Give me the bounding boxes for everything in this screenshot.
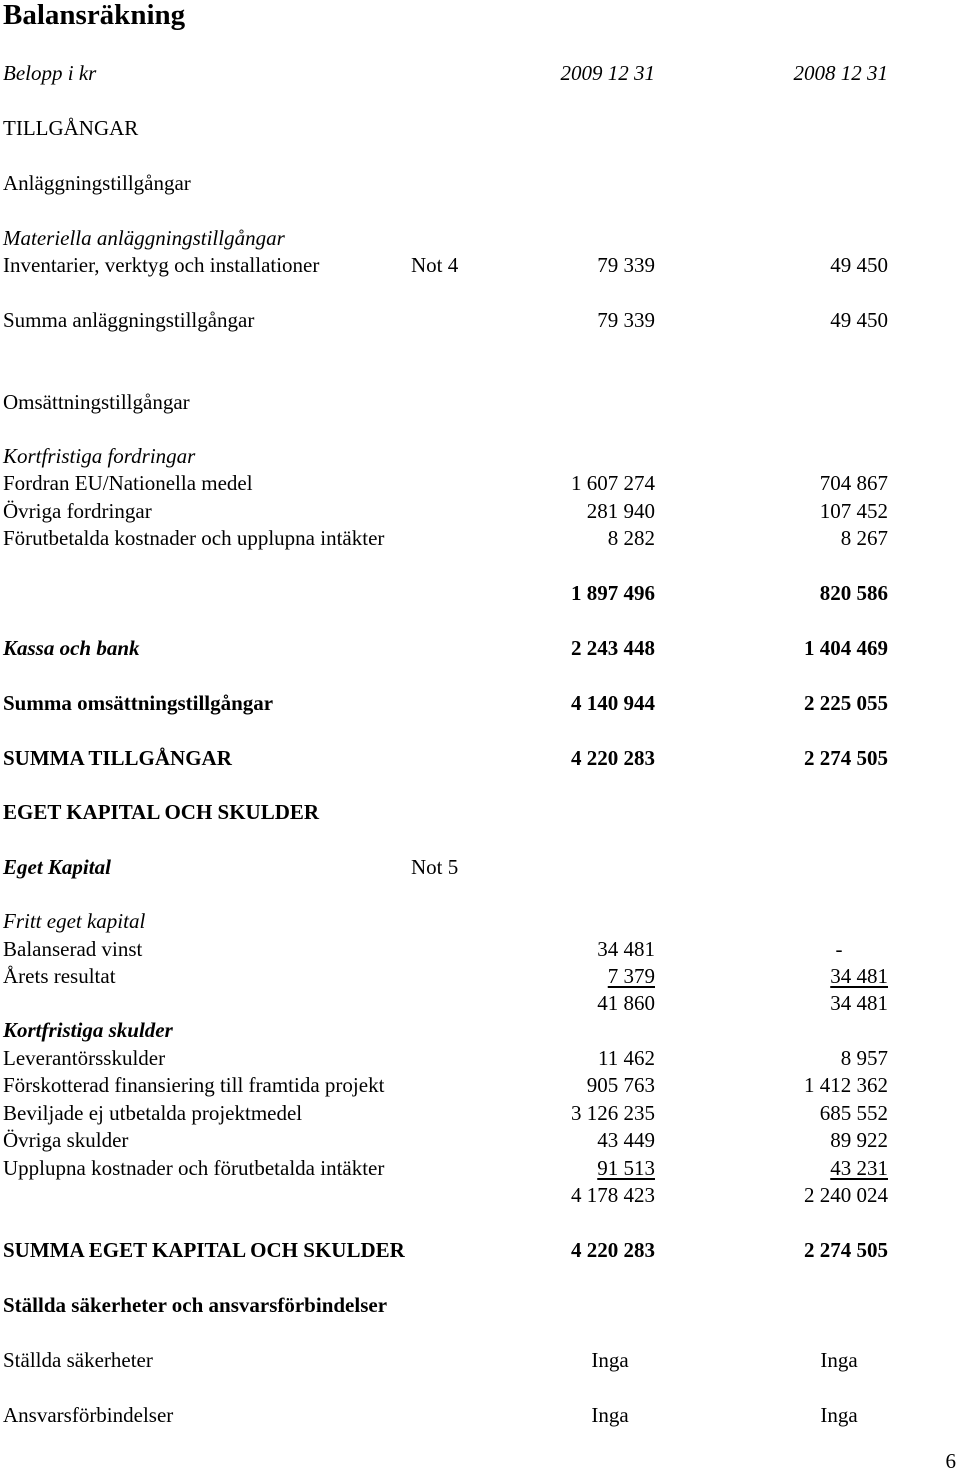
value-2008: 820 586 bbox=[819, 581, 888, 605]
section-heading-stallda: Ställda säkerheter och ansvarsförbindelser bbox=[3, 1293, 388, 1317]
value-2009: 4 178 423 bbox=[571, 1183, 655, 1207]
line-item-row bbox=[0, 1044, 960, 1072]
line-item-label: Balanserad vinst bbox=[3, 937, 143, 961]
value-2009: 4 220 283 bbox=[571, 746, 655, 770]
total-equity-liabilities-row bbox=[0, 1236, 960, 1264]
value-2009: 2 243 448 bbox=[571, 636, 655, 660]
value-2009: 91 513 bbox=[597, 1156, 655, 1180]
line-item-label: Årets resultat bbox=[3, 964, 116, 988]
line-item-row bbox=[0, 497, 960, 525]
group-heading: Eget Kapital bbox=[3, 855, 111, 879]
line-item-label: Övriga skulder bbox=[3, 1128, 129, 1152]
value-2008: 704 867 bbox=[819, 471, 888, 495]
value-2009: 1 897 496 bbox=[571, 581, 655, 605]
value-2009: 281 940 bbox=[586, 499, 655, 523]
sum-row bbox=[0, 689, 960, 717]
value-2008: 1 412 362 bbox=[804, 1073, 888, 1097]
subtotal-row bbox=[0, 1181, 960, 1209]
total-assets-row bbox=[0, 744, 960, 772]
value-2009: 1 607 274 bbox=[571, 471, 655, 495]
value-2008: 49 450 bbox=[830, 308, 888, 332]
subtotal-row bbox=[0, 579, 960, 607]
note-reference: Not 5 bbox=[411, 855, 459, 879]
line-item-row bbox=[0, 251, 960, 279]
value-2008: 43 231 bbox=[830, 1156, 888, 1180]
line-item-label: Ställda säkerheter bbox=[3, 1348, 153, 1372]
value-2008: 2 240 024 bbox=[804, 1183, 888, 1207]
line-item-row bbox=[0, 524, 960, 552]
amount-unit-label: Belopp i kr bbox=[3, 61, 97, 85]
line-item-label: Övriga fordringar bbox=[3, 499, 152, 523]
sum-label: SUMMA EGET KAPITAL OCH SKULDER bbox=[3, 1238, 405, 1262]
eget-kapital-row bbox=[0, 853, 960, 881]
value-2008: 1 404 469 bbox=[804, 636, 888, 660]
line-item-row bbox=[0, 1099, 960, 1127]
line-item-row bbox=[0, 469, 960, 497]
value-2008: 2 274 505 bbox=[804, 1238, 888, 1262]
value-2009: 8 282 bbox=[607, 526, 655, 550]
value-2008: 89 922 bbox=[830, 1128, 888, 1152]
group-heading-kortfristiga-skulder: Kortfristiga skulder bbox=[3, 1018, 173, 1042]
value-2009: Inga bbox=[591, 1348, 629, 1372]
column-header-row bbox=[0, 59, 960, 87]
line-item-row bbox=[0, 935, 960, 963]
column-header-2009: 2009 12 31 bbox=[560, 61, 655, 85]
column-header-2008: 2008 12 31 bbox=[793, 61, 888, 85]
sum-row bbox=[0, 306, 960, 334]
section-heading-eget-kapital-skulder: EGET KAPITAL OCH SKULDER bbox=[3, 800, 320, 824]
value-2009: 79 339 bbox=[597, 308, 655, 332]
group-heading-kortfristiga-fordringar: Kortfristiga fordringar bbox=[3, 444, 196, 468]
line-item-row bbox=[0, 962, 960, 990]
sum-label: Summa omsättningstillgångar bbox=[3, 691, 274, 715]
value-2008: 685 552 bbox=[819, 1101, 888, 1125]
line-item-label: Leverantörsskulder bbox=[3, 1046, 166, 1070]
value-2009: 4 220 283 bbox=[571, 1238, 655, 1262]
value-2008: 2 225 055 bbox=[804, 691, 888, 715]
line-item-row bbox=[0, 1154, 960, 1182]
value-2008: 8 267 bbox=[840, 526, 888, 550]
subtotal-row bbox=[0, 989, 960, 1017]
value-2009: 43 449 bbox=[597, 1128, 655, 1152]
note-reference: Not 4 bbox=[411, 253, 459, 277]
line-item-label: Inventarier, verktyg och installationer bbox=[3, 253, 320, 277]
value-2008: 8 957 bbox=[840, 1046, 888, 1070]
page-title: Balansräkning bbox=[3, 0, 186, 31]
group-heading-materiella: Materiella anläggningstillgångar bbox=[3, 226, 285, 250]
line-item-label: Förskotterad finansiering till framtida projekt bbox=[3, 1073, 385, 1097]
value-2009: 34 481 bbox=[597, 937, 655, 961]
page-number: 6 bbox=[945, 1449, 956, 1473]
value-2008: 49 450 bbox=[830, 253, 888, 277]
value-2009: 3 126 235 bbox=[571, 1101, 655, 1125]
subsection-heading-anlaggning: Anläggningstillgångar bbox=[3, 171, 191, 195]
line-item-row bbox=[0, 1346, 960, 1374]
value-2009: 41 860 bbox=[597, 991, 655, 1015]
value-2009: Inga bbox=[591, 1403, 629, 1427]
line-item-label: Fordran EU/Nationella medel bbox=[3, 471, 253, 495]
line-item-label: Kassa och bank bbox=[3, 636, 140, 660]
value-2008: 34 481 bbox=[830, 964, 888, 988]
line-item-label: Beviljade ej utbetalda projektmedel bbox=[3, 1101, 303, 1125]
value-2009: 11 462 bbox=[598, 1046, 655, 1070]
value-2009: 79 339 bbox=[597, 253, 655, 277]
group-heading-fritt-eget-kapital: Fritt eget kapital bbox=[3, 909, 146, 933]
value-2008: 2 274 505 bbox=[804, 746, 888, 770]
value-2008: Inga bbox=[820, 1348, 858, 1372]
kassa-row bbox=[0, 634, 960, 662]
line-item-label: Förutbetalda kostnader och upplupna intäkter bbox=[3, 526, 385, 550]
subsection-heading-omsattning: Omsättningstillgångar bbox=[3, 390, 190, 414]
value-2008: Inga bbox=[820, 1403, 858, 1427]
value-2009: 4 140 944 bbox=[571, 691, 655, 715]
value-2008: 34 481 bbox=[830, 991, 888, 1015]
line-item-row bbox=[0, 1401, 960, 1429]
line-item-label: Upplupna kostnader och förutbetalda intäkter bbox=[3, 1156, 385, 1180]
sum-label: SUMMA TILLGÅNGAR bbox=[3, 746, 232, 770]
value-2009: 7 379 bbox=[607, 964, 655, 988]
section-heading-tillgangar: TILLGÅNGAR bbox=[3, 116, 139, 140]
value-2009: 905 763 bbox=[586, 1073, 655, 1097]
value-2008: 107 452 bbox=[819, 499, 888, 523]
sum-label: Summa anläggningstillgångar bbox=[3, 308, 255, 332]
value-2008: - bbox=[835, 937, 843, 961]
line-item-label: Ansvarsförbindelser bbox=[3, 1403, 174, 1427]
line-item-row bbox=[0, 1071, 960, 1099]
line-item-row bbox=[0, 1126, 960, 1154]
